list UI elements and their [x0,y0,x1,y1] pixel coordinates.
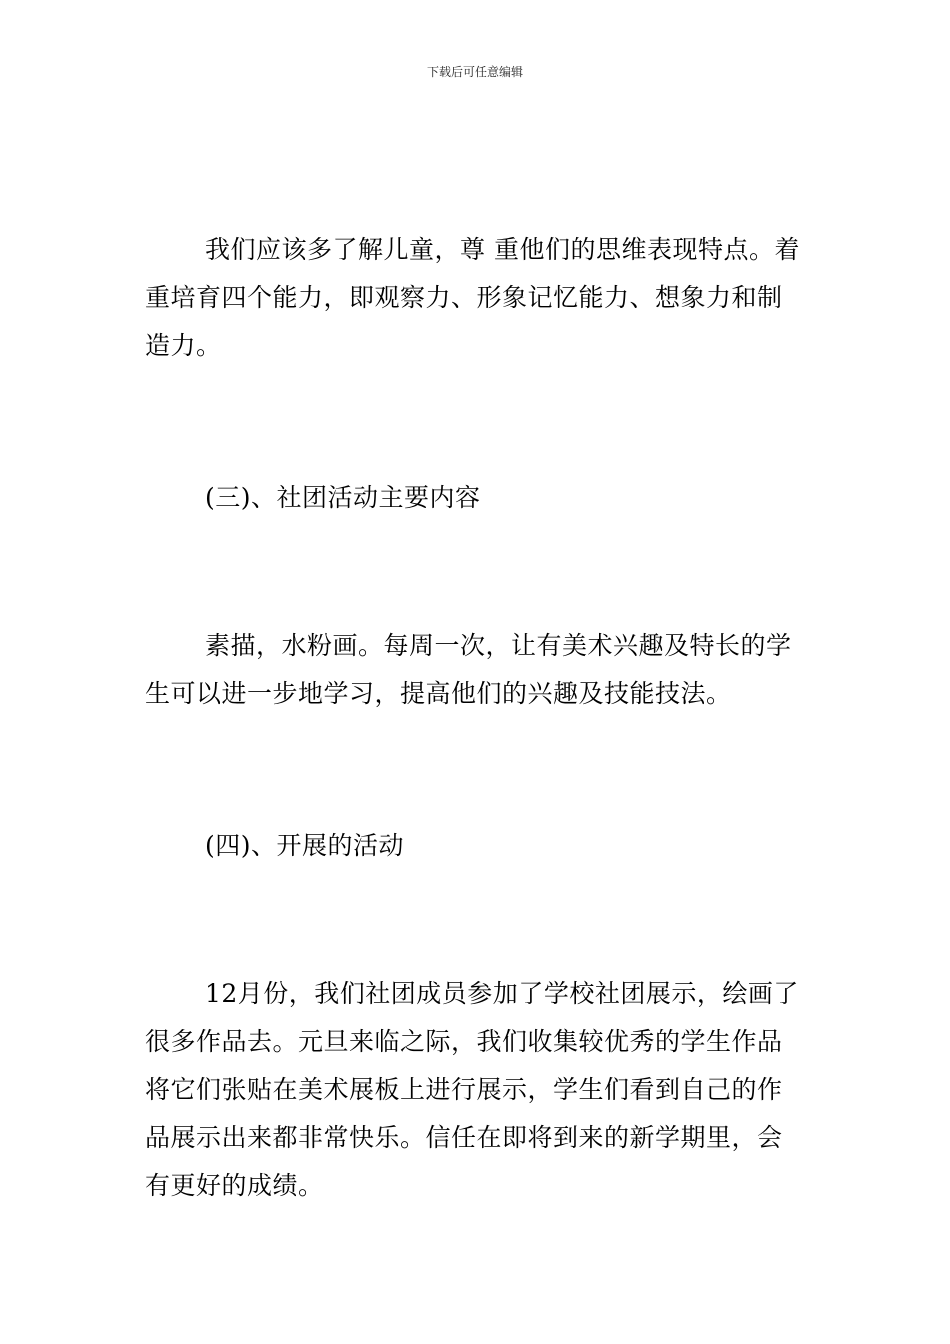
body-paragraph: 12月份，我们社团成员参加了学校社团展示，绘画了很多作品去。元旦来临之际，我们收集较优秀的学生作品将它们张贴在美术展板上进行展示，学生们看到自己的作品展示出来都非常快乐。信任在即将到来的新学期里，会有更好的成绩。 [145,979,799,1200]
page-header: 下载后可任意编辑 [426,65,523,79]
section-heading: (三)、社团活动主要内容 [205,483,481,512]
body-paragraph: 素描，水粉画。每周一次，让有美术兴趣及特长的学生可以进一步地学习，提高他们的兴趣及技能技法。 [145,631,792,708]
section-heading: (四)、开展的活动 [205,831,405,860]
body-paragraph: 我们应该多了解儿童，尊 重他们的思维表现特点。着重培育四个能力，即观察力、形象记忆能力、想象力和制造力。 [145,235,800,360]
